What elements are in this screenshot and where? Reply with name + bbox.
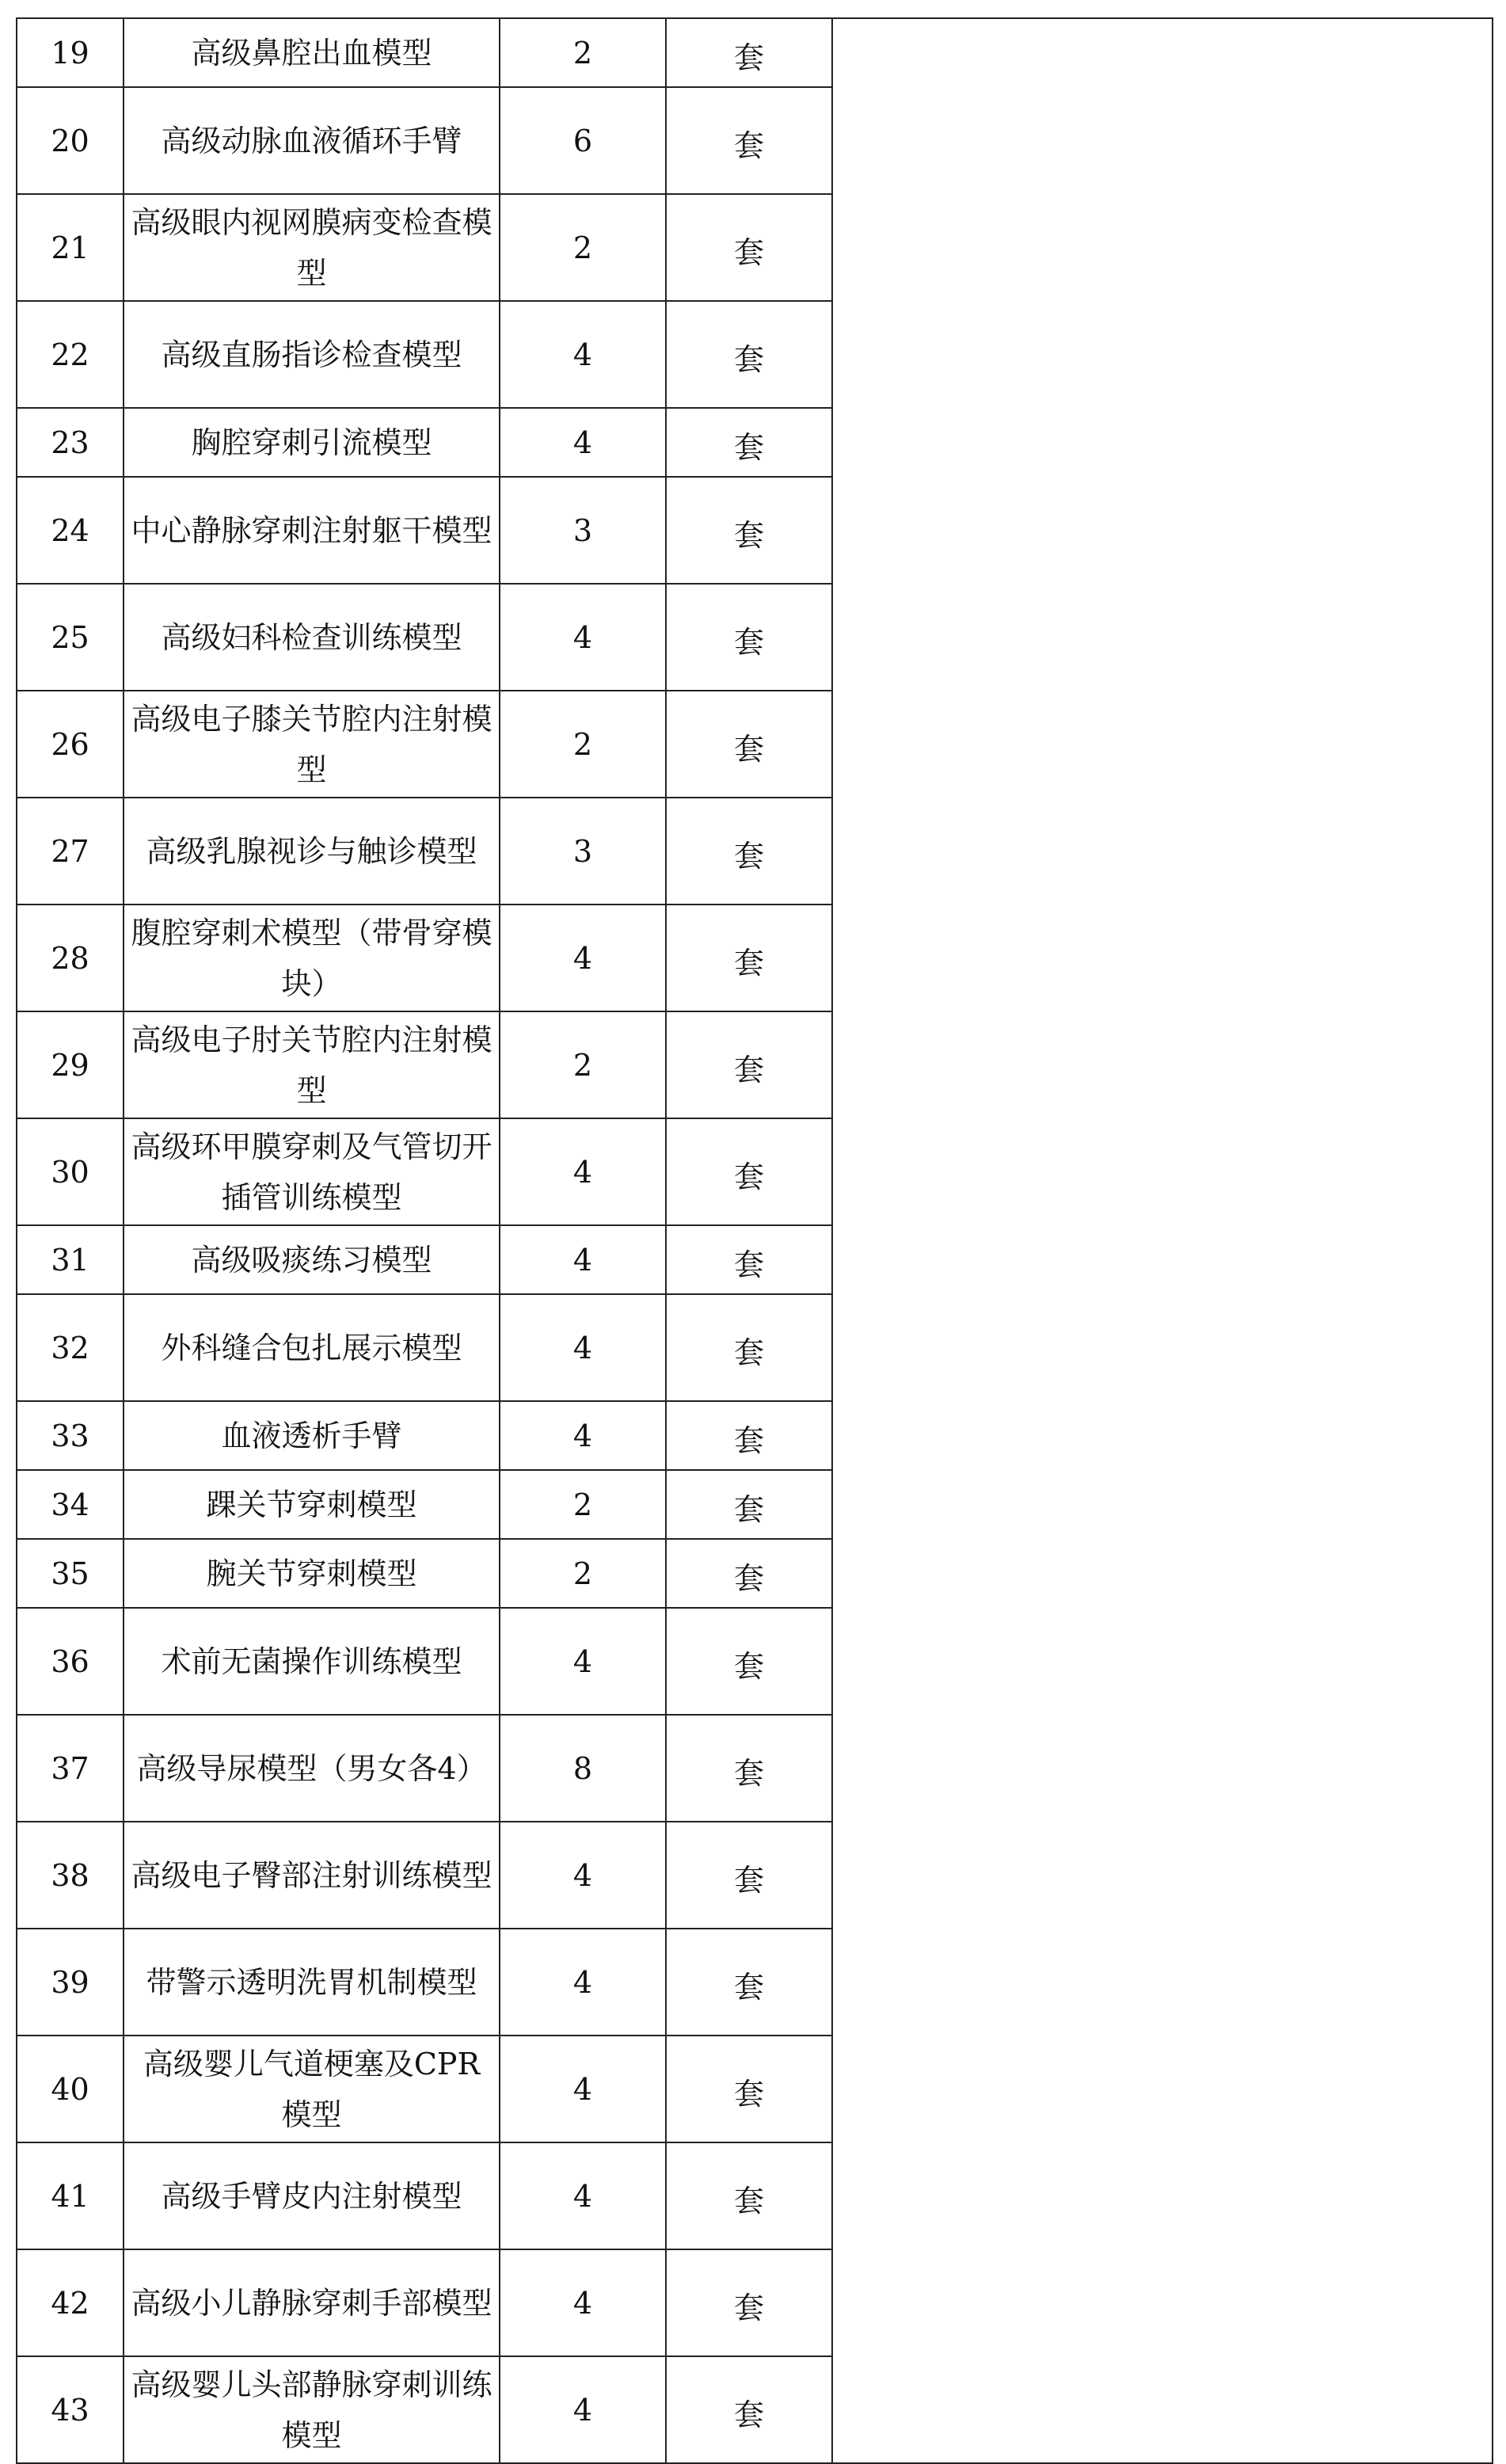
row-number: 28 — [51, 940, 89, 976]
item-name: 高级导尿模型（男女各4） — [136, 1750, 487, 1786]
table-body — [17, 18, 1493, 2463]
row-number: 29 — [51, 1047, 89, 1083]
item-unit: 套 — [733, 40, 764, 75]
item-name: 高级电子肘关节腔内注射模型 — [131, 1022, 492, 1108]
item-unit: 套 — [733, 1247, 764, 1282]
row-number: 41 — [51, 2178, 89, 2214]
item-quantity: 4 — [572, 337, 593, 372]
remarks-cell — [832, 18, 1493, 2463]
item-name: 高级环甲膜穿刺及气管切开插管训练模型 — [131, 1129, 492, 1215]
item-quantity: 4 — [572, 1418, 593, 1453]
item-unit: 套 — [733, 128, 764, 163]
row-number: 33 — [51, 1418, 89, 1453]
item-unit: 套 — [733, 945, 764, 981]
row-number: 40 — [51, 2071, 89, 2107]
row-number: 19 — [51, 35, 89, 70]
item-quantity: 4 — [572, 2285, 593, 2321]
item-unit: 套 — [733, 838, 764, 874]
item-unit: 套 — [733, 624, 764, 660]
item-quantity: 2 — [572, 1556, 593, 1591]
item-name: 术前无菌操作训练模型 — [161, 1643, 462, 1679]
item-unit: 套 — [733, 234, 764, 270]
row-number: 39 — [51, 1964, 89, 2000]
item-unit: 套 — [733, 1560, 764, 1596]
item-quantity: 4 — [572, 1154, 593, 1190]
item-unit: 套 — [733, 1969, 764, 2005]
item-unit: 套 — [733, 1422, 764, 1458]
item-unit: 套 — [733, 517, 764, 553]
item-unit: 套 — [733, 2397, 764, 2432]
item-unit: 套 — [733, 1159, 764, 1194]
item-name: 高级鼻腔出血模型 — [191, 35, 432, 70]
item-name: 高级直肠指诊检查模型 — [161, 337, 462, 372]
item-name: 高级动脉血液循环手臂 — [161, 123, 462, 158]
item-name: 腹腔穿刺术模型（带骨穿模块） — [131, 915, 492, 1001]
row-number: 21 — [51, 230, 89, 265]
equipment-table — [16, 17, 1493, 2464]
item-quantity: 4 — [572, 1330, 593, 1365]
item-name: 高级电子膝关节腔内注射模型 — [131, 701, 492, 787]
item-name: 中心静脉穿刺注射躯干模型 — [131, 512, 492, 548]
item-unit: 套 — [733, 731, 764, 767]
row-number: 38 — [51, 1857, 89, 1893]
item-name: 高级眼内视网膜病变检查模型 — [131, 204, 492, 291]
item-name: 高级乳腺视诊与触诊模型 — [146, 833, 477, 869]
item-unit: 套 — [733, 429, 764, 465]
item-name: 带警示透明洗胃机制模型 — [146, 1964, 477, 2000]
item-name: 血液透析手臂 — [221, 1418, 402, 1453]
item-unit: 套 — [733, 2290, 764, 2325]
row-number: 26 — [51, 726, 89, 762]
item-name: 高级妇科检查训练模型 — [161, 619, 462, 655]
item-quantity: 2 — [572, 1047, 593, 1083]
row-number: 20 — [51, 123, 89, 158]
row-number: 24 — [51, 512, 89, 548]
item-quantity: 2 — [572, 230, 593, 265]
item-quantity: 4 — [572, 2178, 593, 2214]
item-quantity: 8 — [572, 1750, 593, 1786]
item-name: 踝关节穿刺模型 — [206, 1487, 417, 1522]
item-unit: 套 — [733, 2183, 764, 2218]
row-number: 22 — [51, 337, 89, 372]
item-quantity: 2 — [572, 35, 593, 70]
item-unit: 套 — [733, 1052, 764, 1087]
item-quantity: 4 — [572, 619, 593, 655]
item-name: 胸腔穿刺引流模型 — [191, 425, 432, 460]
row-number: 35 — [51, 1556, 89, 1591]
item-quantity: 4 — [572, 2071, 593, 2107]
row-number: 31 — [51, 1242, 89, 1278]
item-name: 腕关节穿刺模型 — [206, 1556, 417, 1591]
row-number: 34 — [51, 1487, 89, 1522]
row-number: 36 — [51, 1643, 89, 1679]
item-unit: 套 — [733, 1862, 764, 1898]
item-name: 高级小儿静脉穿刺手部模型 — [131, 2285, 492, 2321]
item-quantity: 2 — [572, 726, 593, 762]
item-quantity: 3 — [572, 512, 593, 548]
row-number: 27 — [51, 833, 89, 869]
item-name: 高级婴儿气道梗塞及CPR 模型 — [143, 2046, 481, 2132]
row-number: 23 — [51, 425, 89, 460]
item-unit: 套 — [733, 341, 764, 377]
item-quantity: 4 — [572, 1964, 593, 2000]
item-quantity: 4 — [572, 1857, 593, 1893]
item-name: 高级吸痰练习模型 — [191, 1242, 432, 1278]
row-number: 37 — [51, 1750, 89, 1786]
row-number: 42 — [51, 2285, 89, 2321]
item-unit: 套 — [733, 1491, 764, 1527]
item-quantity: 6 — [572, 123, 593, 158]
item-name: 高级电子臀部注射训练模型 — [131, 1857, 492, 1893]
item-unit: 套 — [733, 1335, 764, 1370]
row-number: 43 — [51, 2392, 89, 2428]
item-unit: 套 — [733, 1648, 764, 1684]
item-quantity: 4 — [572, 2392, 593, 2428]
item-quantity: 4 — [572, 425, 593, 460]
row-number: 32 — [51, 1330, 89, 1365]
item-unit: 套 — [733, 1755, 764, 1791]
item-name: 高级手臂皮内注射模型 — [161, 2178, 462, 2214]
item-name: 外科缝合包扎展示模型 — [161, 1330, 462, 1365]
row-number: 30 — [51, 1154, 89, 1190]
item-unit: 套 — [733, 2076, 764, 2112]
item-name: 高级婴儿头部静脉穿刺训练模型 — [131, 2367, 492, 2453]
item-quantity: 4 — [572, 940, 593, 976]
item-quantity: 4 — [572, 1643, 593, 1679]
table-row — [17, 18, 1493, 87]
item-quantity: 2 — [572, 1487, 593, 1522]
item-quantity: 3 — [572, 833, 593, 869]
row-number: 25 — [51, 619, 89, 655]
item-quantity: 4 — [572, 1242, 593, 1278]
